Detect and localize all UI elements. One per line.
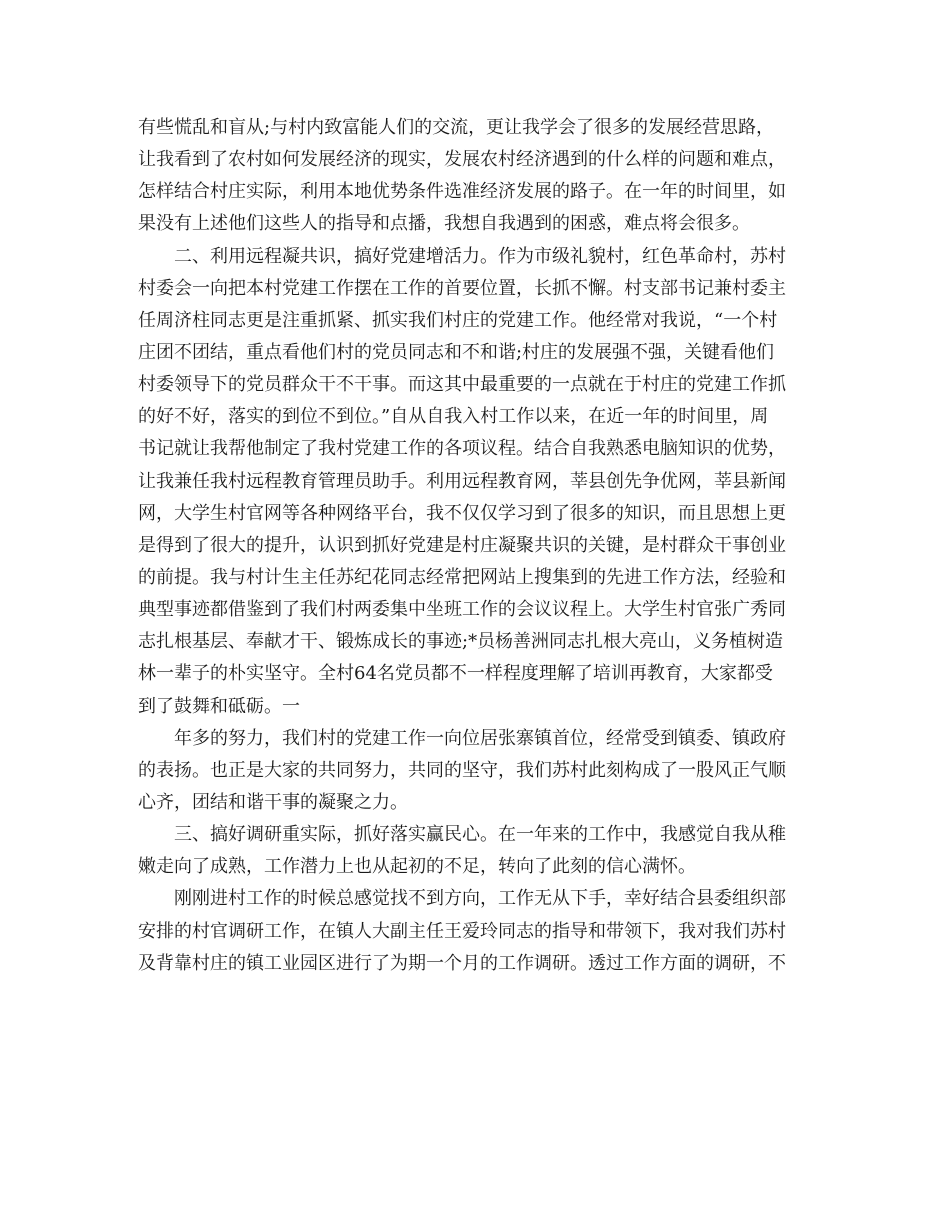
text-line: 三、搞好调研重实际，抓好落实赢民心。在一年来的工作中，我感觉自我从稚 <box>138 824 786 846</box>
text-line: 怎样结合村庄实际，利用本地优势条件选准经济发展的路子。在一年的时间里，如 <box>138 181 786 203</box>
text-line: 让我兼任我村远程教育管理员助手。利用远程教育网，莘县创先争优网，莘县新闻 <box>138 470 786 492</box>
text-line: 林一辈子的朴实坚守。全村64名党员都不一样程度理解了培训再教育，大家都受 <box>138 663 773 685</box>
text-line: 志扎根基层、奉献才干、锻炼成长的事迹;*员杨善洲同志扎根大亮山，义务植树造 <box>138 631 784 653</box>
text-line: 刚刚进村工作的时候总感觉找不到方向，工作无从下手，幸好结合县委组织部 <box>138 888 786 910</box>
text-line: 及背靠村庄的镇工业园区进行了为期一个月的工作调研。透过工作方面的调研，不 <box>138 952 786 974</box>
text-line: 有些慌乱和盲从;与村内致富能人们的交流，更让我学会了很多的发展经营思路， <box>138 117 775 138</box>
text-line: 村委领导下的党员群众干不干事。而这其中最重要的一点就在于村庄的党建工作抓 <box>138 374 786 396</box>
text-line: 安排的村官调研工作，在镇人大副主任王爱玲同志的指导和带领下，我对我们苏村 <box>138 920 786 942</box>
text-line: 庄团不团结，重点看他们村的党员同志和不和谐;村庄的发展强不强，关键看他们 <box>138 341 775 363</box>
text-line: 让我看到了农村如何发展经济的现实，发展农村经济遇到的什么样的问题和难点， <box>138 149 786 171</box>
text-line: 果没有上述他们这些人的指导和点播，我想自我遇到的困惑，难点将会很多。 <box>138 213 750 235</box>
text-line: 到了鼓舞和砥砺。一 <box>138 695 300 717</box>
text-line: 年多的努力，我们村的党建工作一向位居张寨镇首位，经常受到镇委、镇政府 <box>138 727 786 749</box>
text-line: 嫩走向了成熟，工作潜力上也从起初的不足，转向了此刻的信心满怀。 <box>138 856 696 878</box>
text-line: 网，大学生村官网等各种网络平台，我不仅仅学习到了很多的知识，而且思想上更 <box>138 502 786 524</box>
text-line: 的表扬。也正是大家的共同努力，共同的坚守，我们苏村此刻构成了一股风正气顺 <box>138 759 786 781</box>
text-line: 的好不好，落实的到位不到位。”自从自我入村工作以来，在近一年的时间里，周 <box>138 406 769 428</box>
text-line: 的前提。我与村计生主任苏纪花同志经常把网站上搜集到的先进工作方法，经验和 <box>138 566 786 588</box>
text-line: 典型事迹都借鉴到了我们村两委集中坐班工作的会议议程上。大学生村官张广秀同 <box>138 599 786 621</box>
text-line: 村委会一向把本村党建工作摆在工作的首要位置，长抓不懈。村支部书记兼村委主 <box>138 277 786 299</box>
text-line: 是得到了很大的提升，认识到抓好党建是村庄凝聚共识的关键，是村群众干事创业 <box>138 534 786 556</box>
text-line: 任周济柱同志更是注重抓紧、抓实我们村庄的党建工作。他经常对我说，“一个村 <box>138 309 778 331</box>
body-text <box>138 112 813 980</box>
text-line: 二、利用远程凝共识，搞好党建增活力。作为市级礼貌村，红色革命村，苏村 <box>138 245 786 267</box>
text-line: 心齐，团结和谐干事的凝聚之力。 <box>138 791 408 813</box>
text-line: 书记就让我帮他制定了我村党建工作的各项议程。结合自我熟悉电脑知识的优势， <box>138 438 786 460</box>
